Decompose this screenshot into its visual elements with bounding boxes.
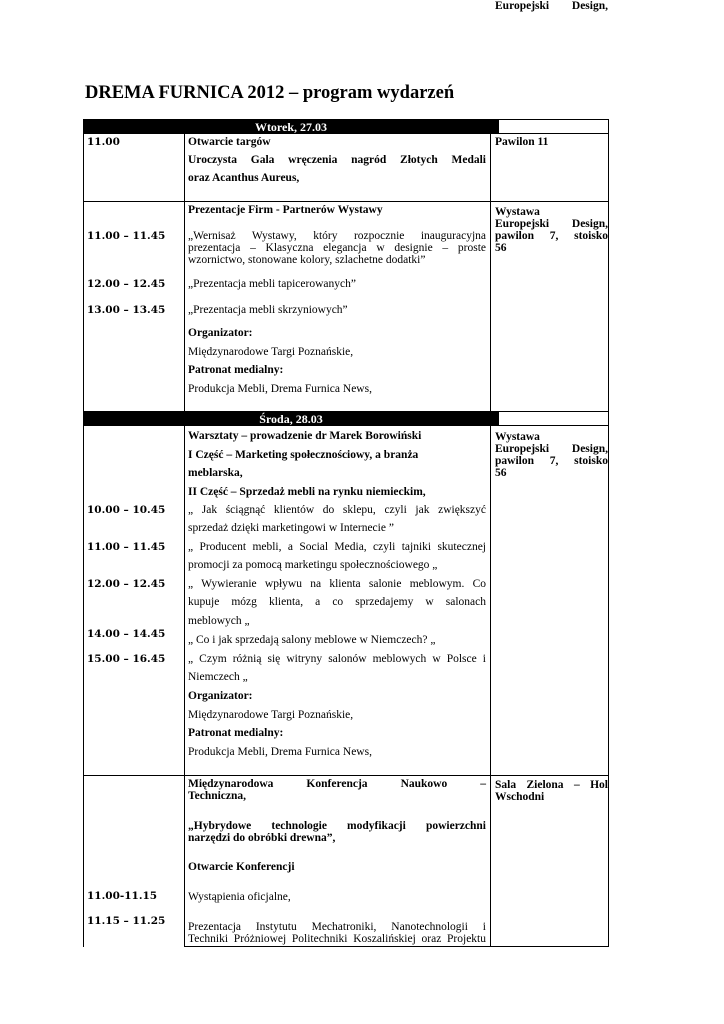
- workshop-part: II Część – Sprzedaż mebli na rynku niemieckim,: [188, 486, 426, 498]
- program-item: „ Czym różnią się witryny salonów meblowych w Polsce i: [188, 653, 486, 665]
- conference-title: Techniczna,: [188, 790, 247, 802]
- program-item: prezentacja – Klasyczna elegancja w designie – proste: [188, 242, 486, 254]
- location-cell: 56: [495, 467, 507, 479]
- organizer-value: Międzynarodowe Targi Poznańskie,: [188, 709, 354, 721]
- day-header-tuesday: Wtorek, 27.03: [83, 120, 499, 134]
- workshop-part: I Część – Marketing społecznościowy, a branża: [188, 449, 419, 461]
- event-title: oraz Acanthus Aureus,: [188, 172, 300, 184]
- row-divider: [83, 775, 609, 776]
- time-cell: 15.00 – 16.45: [87, 653, 166, 665]
- program-item: meblowych „: [188, 615, 250, 627]
- row-divider: [83, 201, 609, 202]
- time-cell: 12.00 – 12.45: [87, 578, 166, 590]
- program-item: Niemczech „: [188, 671, 248, 683]
- location-cell: pawilon 7, stoisko: [495, 230, 608, 242]
- location-cell: pawilon 7, stoisko: [495, 455, 608, 467]
- patron-value: Produkcja Mebli, Drema Furnica News,: [188, 746, 372, 758]
- patron-label: Patronat medialny:: [188, 727, 284, 739]
- program-item: „ Wywieranie wpływu na klienta salonie meblowym. Co: [188, 578, 486, 590]
- day-header-wednesday: Środa, 28.03: [83, 412, 499, 426]
- time-cell: 12.00 – 12.45: [87, 278, 166, 290]
- column-divider-1: [184, 425, 185, 947]
- organizer-label: Organizator:: [188, 327, 253, 339]
- time-cell: 11.15 – 11.25: [87, 915, 166, 927]
- location-cell: 56: [495, 242, 507, 254]
- conference-subtitle: „Hybrydowe technologie modyfikacji powierzchni: [188, 820, 486, 832]
- patron-label: Patronat medialny:: [188, 364, 284, 376]
- column-divider-1: [184, 133, 185, 411]
- location-cell: Sala Zielona – Hol: [495, 779, 608, 791]
- program-item: „Wernisaż Wystawy, który rozpocznie inauguracyjna: [188, 230, 486, 242]
- conference-subtitle: narzędzi do obróbki drewna”,: [188, 832, 336, 844]
- event-title: Otwarcie targów: [188, 136, 271, 148]
- time-cell: 10.00 – 10.45: [87, 504, 166, 516]
- table-bottom-border: [184, 946, 609, 947]
- program-item: „Prezentacja mebli skrzyniowych”: [188, 304, 348, 316]
- program-item: promocji za pomocą marketingu społecznościowego „: [188, 559, 438, 571]
- organizer-label: Organizator:: [188, 690, 253, 702]
- program-item: Prezentacja Instytutu Mechatroniki, Nanotechnologii i: [188, 921, 486, 933]
- program-item: „Prezentacja mebli tapicerowanych”: [188, 278, 356, 290]
- patron-value: Produkcja Mebli, Drema Furnica News,: [188, 383, 372, 395]
- location-cell: Wystawa: [495, 431, 540, 443]
- program-item: „ Jak ściągnąć klientów do sklepu, czyli jak zwiększyć: [188, 504, 486, 516]
- program-item: wzornictwo, stonowane kolory, szlachetne dodatki”: [188, 254, 426, 266]
- table-right-border: [608, 119, 609, 947]
- program-item: kupuje mózg klienta, a co sprzedajemy w salonach: [188, 596, 486, 608]
- page-title: DREMA FURNICA 2012 – program wydarzeń: [85, 83, 455, 103]
- time-cell: 11.00-11.15: [87, 890, 158, 902]
- time-cell: 11.00 – 11.45: [87, 230, 166, 242]
- conference-opening: Otwarcie Konferencji: [188, 861, 295, 873]
- location-cell: Wystawa: [495, 206, 540, 218]
- location-cell: Europejski Design,: [495, 443, 608, 455]
- program-item: Techniki Próżniowej Politechniki Koszalińskiej oraz Projektu: [188, 933, 486, 945]
- organizer-value: Międzynarodowe Targi Poznańskie,: [188, 346, 354, 358]
- event-title: Uroczysta Gala wręczenia nagród Złotych Medali: [188, 154, 486, 166]
- section-heading: Warsztaty – prowadzenie dr Marek Borowiński: [188, 430, 422, 442]
- table-left-border: [83, 119, 84, 947]
- workshop-part: meblarska,: [188, 467, 243, 479]
- program-item: „ Producent mebli, a Social Media, czyli tajniki skutecznej: [188, 541, 486, 553]
- location-cell: Wschodni: [495, 791, 545, 803]
- location-cell: Europejski Design,: [495, 218, 608, 230]
- program-item: Wystąpienia oficjalne,: [188, 891, 291, 903]
- column-divider-2: [490, 425, 491, 947]
- program-item: sprzedaż dzięki marketingowi w Internecie ”: [188, 522, 394, 534]
- location-cell: Europejski Design,: [495, 0, 608, 12]
- program-item: „ Co i jak sprzedają salony meblowe w Niemczech? „: [188, 634, 436, 646]
- conference-title: Międzynarodowa Konferencja Naukowo –: [188, 778, 486, 790]
- section-heading: Prezentacje Firm - Partnerów Wystawy: [188, 204, 383, 216]
- column-divider-2: [490, 133, 491, 411]
- time-cell: 14.00 – 14.45: [87, 628, 166, 640]
- time-cell: 13.00 – 13.45: [87, 304, 166, 316]
- location-cell: Pawilon 11: [495, 136, 549, 148]
- time-cell: 11.00: [87, 136, 120, 148]
- time-cell: 11.00 – 11.45: [87, 541, 166, 553]
